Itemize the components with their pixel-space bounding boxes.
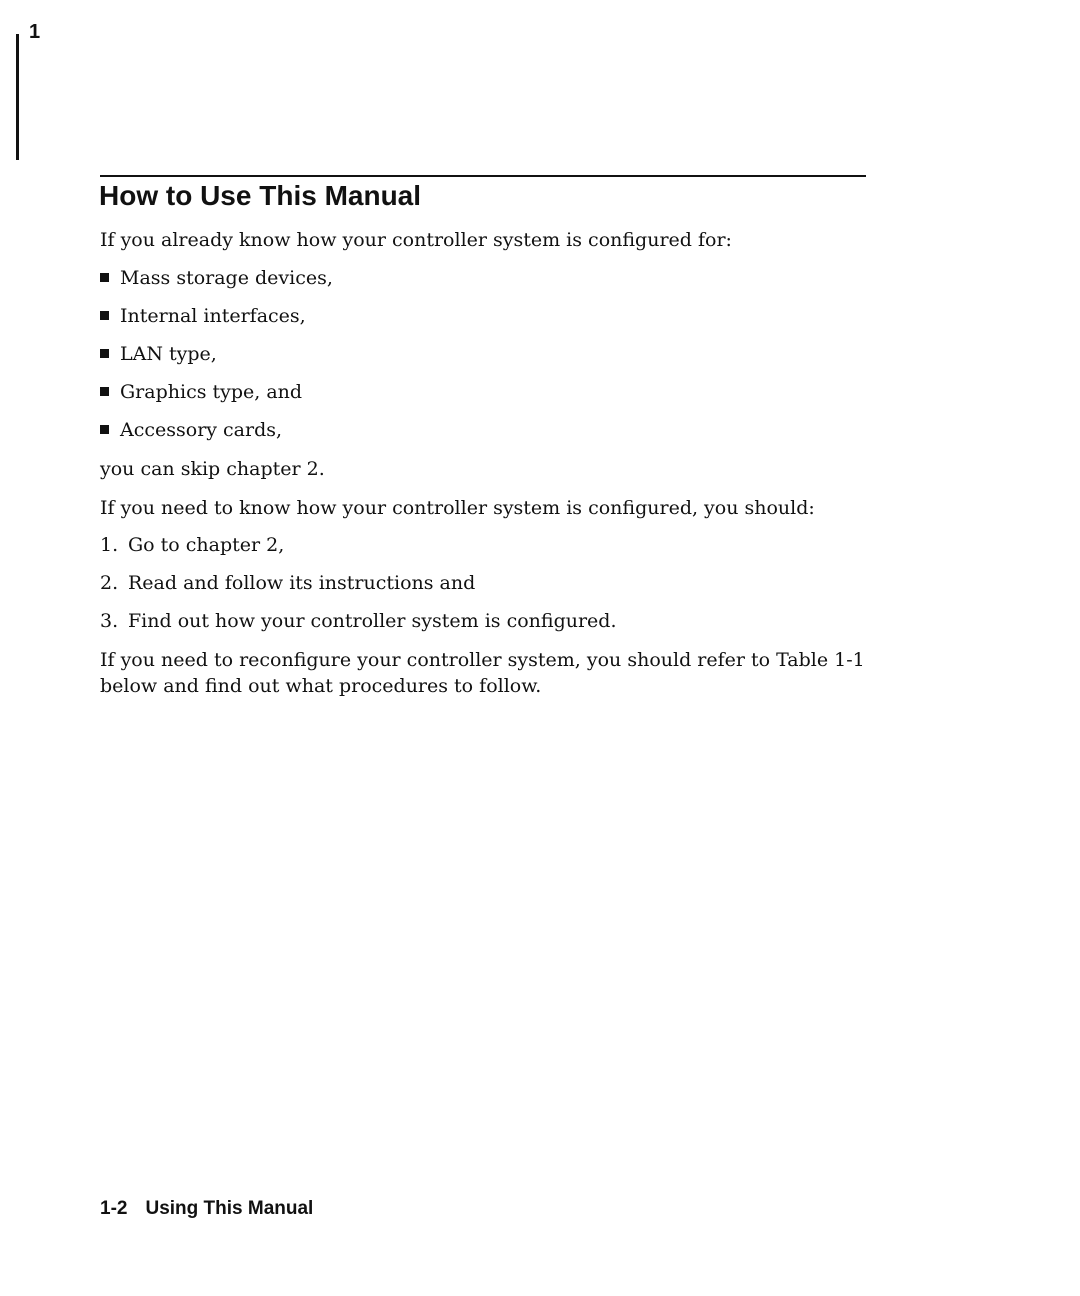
- page-number: 1-2: [100, 1198, 128, 1219]
- list-item-text: Find out how your controller system is configured.: [128, 610, 617, 632]
- list-item-text: LAN type,: [120, 343, 217, 365]
- list-item: [100, 265, 333, 291]
- bullet-square-icon: [100, 311, 109, 320]
- skip-paragraph: you can skip chapter 2.: [100, 458, 325, 480]
- list-item-text: Mass storage devices,: [120, 267, 333, 289]
- list-item: [100, 570, 475, 596]
- list-item-number: 2.: [100, 572, 119, 594]
- running-title: Using This Manual: [145, 1198, 314, 1219]
- list-item: [100, 532, 284, 558]
- bullet-square-icon: [100, 387, 109, 396]
- list-item-text: Accessory cards,: [120, 419, 283, 441]
- section-title: How to Use This Manual: [99, 180, 422, 211]
- list-item: [100, 341, 217, 367]
- need-paragraph: If you need to know how your controller system is configured, you should:: [100, 497, 815, 519]
- bullet-square-icon: [100, 349, 109, 358]
- page-footer: [100, 1197, 313, 1221]
- list-item: [100, 417, 282, 443]
- bullet-square-icon: [100, 273, 109, 282]
- chapter-tab-bar: [16, 34, 19, 160]
- bullet-square-icon: [100, 425, 109, 434]
- chapter-tab-number: 1: [29, 21, 41, 43]
- list-item-text: Read and follow its instructions and: [128, 572, 476, 594]
- paragraph-line: below and find out what procedures to follow.: [100, 675, 542, 697]
- list-item-number: 1.: [100, 534, 119, 556]
- paragraph-line: If you need to reconfigure your controller system, you should refer to Table 1-1: [100, 649, 865, 671]
- list-item: [100, 303, 306, 329]
- list-item: [100, 379, 302, 405]
- list-item-text: Graphics type, and: [120, 381, 303, 403]
- list-item: [100, 608, 617, 634]
- list-item-number: 3.: [100, 610, 119, 632]
- section-rule: [100, 175, 866, 177]
- intro-paragraph: If you already know how your controller system is configured for:: [100, 229, 732, 251]
- list-item-text: Go to chapter 2,: [128, 534, 285, 556]
- list-item-text: Internal interfaces,: [120, 305, 306, 327]
